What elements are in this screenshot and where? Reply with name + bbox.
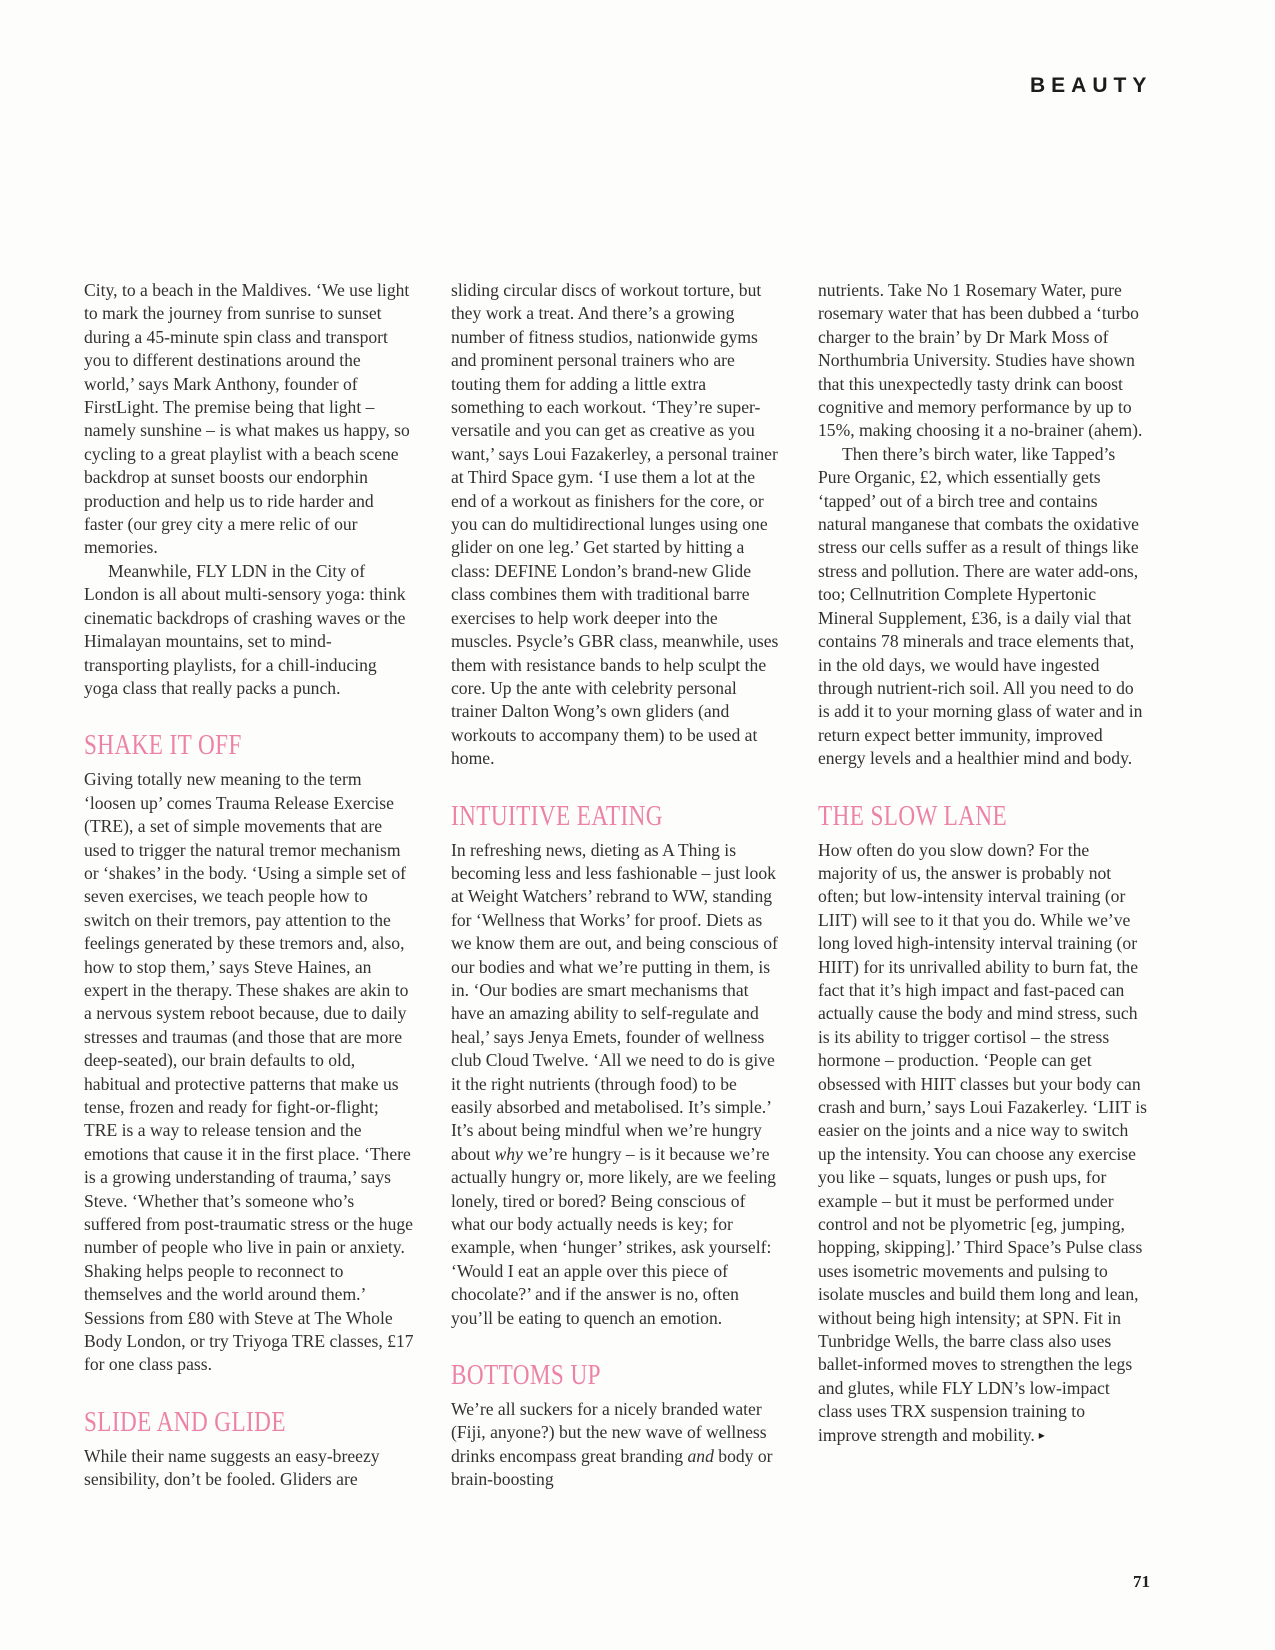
paragraph-trauma-release: Giving totally new meaning to the term ‘loosen up’ comes Trauma Release Exercise (TRE), a set of simple movements that are used to trigger the natural tremor mechanism or ‘shakes’ in the body. ‘Using a simple set of seven exercises, we teach people how to switch on their tremors, pay attention to the feelings generated by these tremors and, also, how to stop them,’ says Steve Haines, an expert in the therapy. These shakes are akin to a nervous system reboot because, due to daily stresses and traumas (and those that are more deep-seated), our brain defaults to old, habitual and protective patterns that make us tense, frozen and ready for fight-or-flight; TRE is a way to release tension and the emotions that cause it in the first place. ‘There is a growing understanding of trauma,’ says Steve. ‘Whether that’s someone who’s suffered from post-traumatic stress or the huge number of people who live in pain or anxiety. Shaking helps people to reconnect to themselves and the world around them.’ Sessions from £80 with Steve at The Whole Body London, or try Triyoga TRE classes, £17 for one class pass.	[84, 769, 414, 1375]
article-column-2	[451, 279, 781, 1492]
paragraph-segment: we’re hungry – is it because we’re actually hungry or, more likely, are we feeling lonely, tired or bored? Being conscious of what our body actually needs is key; for example, when ‘hunger’ strikes, ask yourself: ‘Would I eat an apple over this piece of chocolate?’ and if the answer is no, often you’ll be eating to quench an emotion.	[451, 1143, 776, 1328]
paragraph-slow-lane	[818, 839, 1148, 1450]
continuation-arrow-icon: ▸	[1038, 1427, 1045, 1442]
italic-word: and	[687, 1445, 714, 1466]
article-column-3	[818, 279, 1148, 1449]
section-heading-the-slow-lane: THE SLOW LANE	[818, 799, 1008, 832]
paragraph-segment: body or brain-boosting	[451, 1445, 773, 1490]
paragraph-gliders-intro: While their name suggests an easy-breezy sensibility, don’t be fooled. Gliders are	[84, 1445, 380, 1490]
paragraph-intuitive-eating	[451, 839, 781, 1331]
section-heading-bottoms-up: BOTTOMS UP	[451, 1359, 601, 1392]
section-heading-shake-it-off: SHAKE IT OFF	[84, 729, 242, 762]
section-heading-slide-and-glide: SLIDE AND GLIDE	[84, 1405, 286, 1438]
paragraph-spin-class: City, to a beach in the Maldives. ‘We use light to mark the journey from sunrise to sunset during a 45-minute spin class and transport you to different destinations around the world,’ says Mark Anthony, founder of FirstLight. The premise being that light – namely sunshine – is what makes us happy, so cycling to a great playlist with a beach scene backdrop at sunset boosts our endorphin production and help us to ride harder and faster (our grey city a mere relic of our memories.	[84, 280, 410, 558]
article-column-1	[84, 279, 414, 1492]
page-number: 71	[1133, 1572, 1150, 1591]
paragraph-bottoms-up	[451, 1398, 781, 1492]
paragraph-segment: In refreshing news, dieting as A Thing is becoming less and less fashionable – just look at Weight Watchers’ rebrand to WW, standing for ‘Wellness that Works’ for proof. Diets as we know them are out, and being conscious of our bodies and what we’re putting in them, is in. ‘Our bodies are smart mechanisms that have an amazing ability to self-regulate and heal,’ says Jenya Emets, founder of wellness club Cloud Twelve. ‘All we need to do is give it the right nutrients (through food) to be easily absorbed and metabolised. It’s simple.’ It’s about being mindful when we’re hungry about	[451, 839, 778, 1164]
paragraph-fly-ldn: Meanwhile, FLY LDN in the City of London is all about multi-sensory yoga: think cinematic backdrops of crashing waves or the Himalayan mountains, set to mind-transporting playlists, for a chill-inducing yoga class that really packs a punch.	[84, 560, 406, 698]
paragraph-segment: How often do you slow down? For the majority of us, the answer is probably not often; but low-intensity interval training (or LIIT) will see to it that you do. While we’ve long loved high-intensity interval training (or HIIT) for its unrivalled ability to burn fat, the fact that it’s high impact and fast-paced can actually cause the body and mind stress, such is its ability to trigger cortisol – the stress hormone – production. ‘People can get obsessed with HIIT classes but your body can crash and burn,’ says Loui Fazakerley. ‘LIIT is easier on the joints and a nice way to switch up the intensity. You can choose any exercise you like – squats, lunges or push ups, for example – but it must be performed under control and not be plyometric [eg, jumping, hopping, skipping].’ Third Space’s Pulse class uses isometric movements and pulsing to isolate muscles and build them long and lean, without being high intensity; at SPN. Fit in Tunbridge Wells, the barre class also uses ballet-informed moves to strengthen the legs and glutes, while FLY LDN’s low-impact class uses TRX suspension training to improve strength and mobility.	[818, 839, 1147, 1445]
paragraph-segment: We’re all suckers for a nicely branded water (Fiji, anyone?) but the new wave of wellness drinks encompass great branding	[451, 1399, 767, 1466]
paragraph-rosemary-water: nutrients. Take No 1 Rosemary Water, pure rosemary water that has been dubbed a ‘turbo charger to the brain’ by Dr Mark Moss of Northumbria University. Studies have shown that this unexpectedly tasty drink can boost cognitive and memory performance by up to 15%, making choosing it a no-brainer (ahem).	[818, 280, 1143, 441]
section-label: BEAUTY	[1030, 74, 1153, 97]
paragraph-gliders-body: sliding circular discs of workout torture, but they work a treat. And there’s a growing number of fitness studios, nationwide gyms and prominent personal trainers who are touting them for adding a little extra something to each workout. ‘They’re super-versatile and you can get as creative as you want,’ says Loui Fazakerley, a personal trainer at Third Space gym. ‘I use them a lot at the end of a workout as finishers for the core, or you can do multidirectional lunges using one glider on one leg.’ Get started by hitting a class: DEFINE London’s brand-new Glide class combines them with traditional barre exercises to help work deeper into the muscles. Psycle’s GBR class, meanwhile, uses them with resistance bands to help sculpt the core. Up the ante with celebrity personal trainer Dalton Wong’s own gliders (and workouts to accompany them) to be used at home.	[451, 280, 779, 769]
section-heading-intuitive-eating: INTUITIVE EATING	[451, 799, 663, 832]
paragraph-birch-water: Then there’s birch water, like Tapped’s Pure Organic, £2, which essentially gets ‘tapped’ out of a birch tree and contains natural manganese that combats the oxidative stress our cells suffer as a result of things like stress and pollution. There are water add-ons, too; Cellnutrition Complete Hypertonic Mineral Supplement, £36, is a daily vial that contains 78 minerals and trace elements that, in the old days, we would have ingested through nutrient-rich soil. All you need to do is add it to your morning glass of water and in return expect better immunity, improved energy levels and a healthier mind and body.	[818, 443, 1143, 769]
italic-word: why	[494, 1143, 523, 1164]
